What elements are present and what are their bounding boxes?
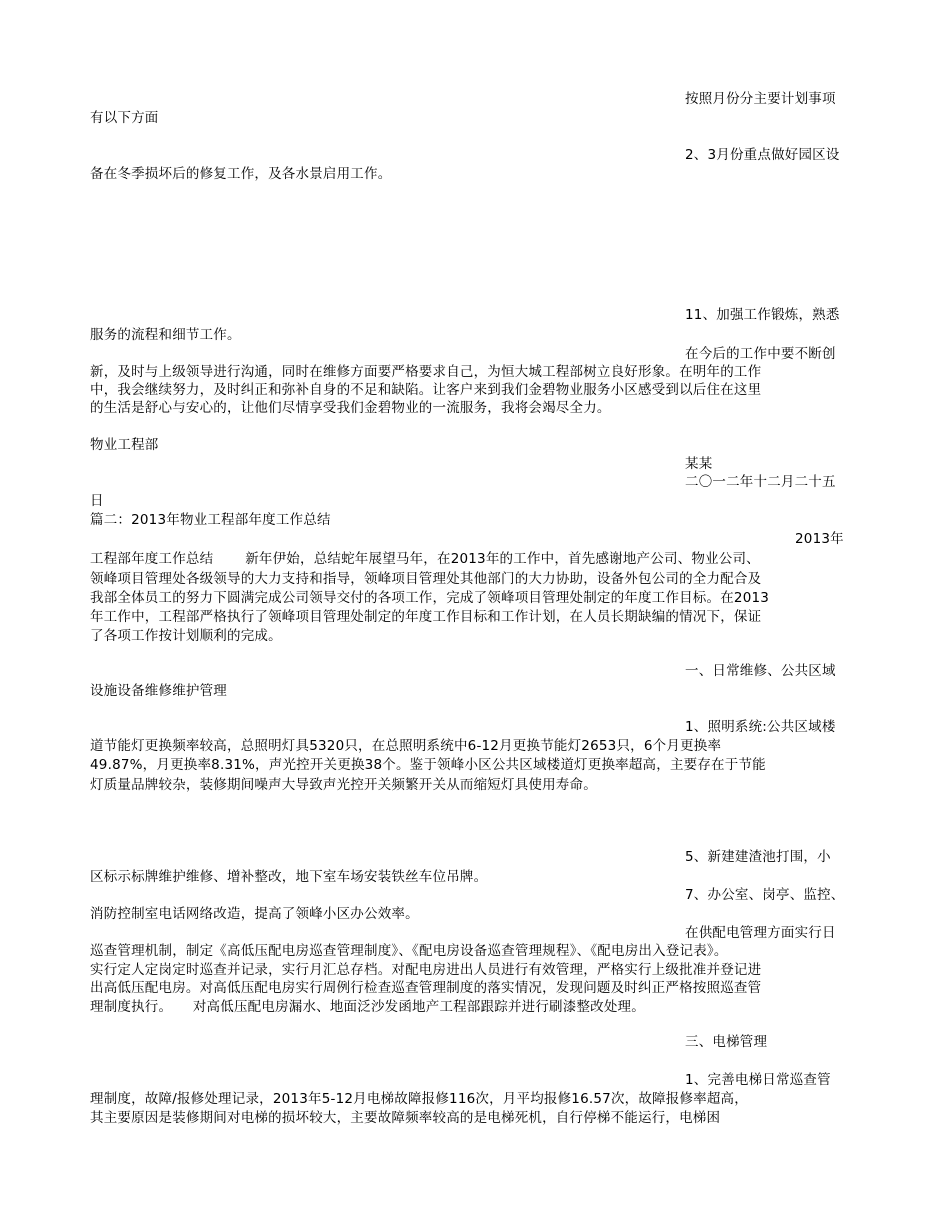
text-line: 按照月份分主要计划事项 [685, 91, 836, 107]
text-line: 年工作中，工程部严格执行了领峰项目管理处制定的年度工作目标和工作计划，在人员长期缺编的情况下，保证 [90, 609, 762, 625]
text-line: 的生活是舒心与安心的，让他们尽情享受我们金碧物业的一流服务，我将会竭尽全力。 [90, 400, 611, 416]
text-line: 一、日常维修、公共区域 [685, 663, 836, 679]
text-line: 11、加强工作锻炼，熟悉 [685, 307, 840, 323]
text-line: 理制度执行。 对高低压配电房漏水、地面泛沙发函地产工程部跟踪并进行刷漆整改处理。 [90, 999, 645, 1015]
text-line: 服务的流程和细节工作。 [90, 327, 241, 343]
text-line: 2、3月份重点做好园区设 [685, 147, 840, 163]
text-line: 道节能灯更换频率较高，总照明灯具5320只，在总照明系统中6-12月更换节能灯2653只，6个月更换率 [90, 738, 722, 754]
section-heading: 篇二：2013年物业工程部年度工作总结 [90, 512, 331, 528]
text-line: 新，及时与上级领导进行沟通，同时在维修方面要严格要求自己，为恒大城工程部树立良好形象。在明年的工作 [90, 364, 762, 380]
text-line: 出高低压配电房。对高低压配电房实行周例行检查巡查管理制度的落实情况，发现问题及时纠正严格按照巡查管 [90, 980, 762, 996]
text-line: 中，我会继续努力，及时纠正和弥补自身的不足和缺陷。让客户来到我们金碧物业服务小区感受到以后住在这里 [90, 382, 762, 398]
text-line: 在今后的工作中要不断创 [685, 346, 836, 362]
text-line: 领峰项目管理处各级领导的大力支持和指导，领峰项目管理处其他部门的大力协助，设备外包公司的全力配合及 [90, 571, 762, 587]
signature-date: 二〇一二年十二月二十五 [685, 474, 836, 490]
text-line: 有以下方面 [90, 110, 159, 126]
text-line: 理制度，故障/报修处理记录，2013年5-12月电梯故障报修116次，月平均报修16.57次，故障报修率超高， [90, 1091, 748, 1107]
text-line: 工程部年度工作总结 新年伊始，总结蛇年展望马年，在2013年的工作中，首先感谢地产公司、物业公司、 [90, 551, 760, 567]
text-line: 49.87%，月更换率8.31%，声光控开关更换38个。鉴于领峰小区公共区域楼道灯更换率超高，主要存在于节能 [90, 757, 766, 773]
text-line: 灯质量品牌较杂，装修期间噪声大导致声光控开关频繁开关从而缩短灯具使用寿命。 [90, 777, 597, 793]
text-line: 区标示标牌维护维修、增补整改，地下室车场安装铁丝车位吊牌。 [90, 869, 488, 885]
text-line: 其主要原因是装修期间对电梯的损坏较大，主要故障频率较高的是电梯死机，自行停梯不能运行，电梯困 [90, 1110, 721, 1126]
text-line: 我部全体员工的努力下圆满完成公司领导交付的各项工作，完成了领峰项目管理处制定的年度工作目标。在2013 [90, 590, 770, 606]
text-line: 消防控制室电话网络改造，提高了领峰小区办公效率。 [90, 906, 419, 922]
text-line: 在供配电管理方面实行日 [685, 925, 836, 941]
text-line: 实行定人定岗定时巡查并记录，实行月汇总存档。对配电房进出人员进行有效管理，严格实行上级批准并登记进 [90, 962, 762, 978]
signature-department: 物业工程部 [90, 437, 159, 453]
text-line: 备在冬季损坏后的修复工作，及各水景启用工作。 [90, 166, 392, 182]
text-line: 1、完善电梯日常巡查管 [685, 1072, 831, 1088]
text-line: 2013年 [795, 531, 844, 547]
text-line: 1、照明系统:公共区域楼 [685, 719, 836, 735]
text-line: 三、电梯管理 [685, 1034, 768, 1050]
text-line: 7、办公室、岗亭、监控、 [685, 887, 845, 903]
text-line: 设施设备维修维护管理 [90, 683, 227, 699]
text-line: 了各项工作按计划顺利的完成。 [90, 628, 282, 644]
signature-date-end: 日 [90, 493, 104, 509]
signature-name: 某某 [685, 456, 713, 472]
text-line: 5、新建建渣池打围，小 [685, 849, 831, 865]
text-line: 巡查管理机制，制定《高低压配电房巡查管理制度》、《配电房设备巡查管理规程》、《配电房出入登记表》。 [90, 943, 728, 959]
